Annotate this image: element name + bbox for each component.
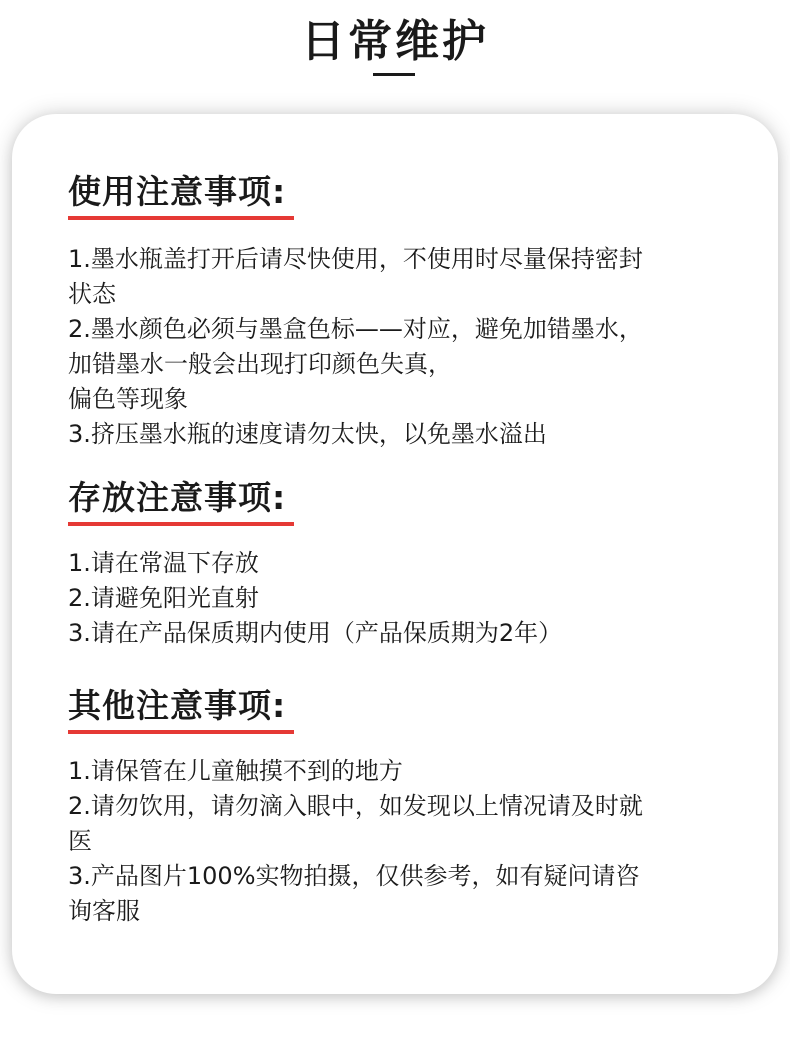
list-item: 3.请在产品保质期内使用（产品保质期为2年） xyxy=(68,619,563,647)
list-item: 加错墨水一般会出现打印颜色失真， xyxy=(68,350,452,378)
list-item: 3.产品图片100%实物拍摄，仅供参考，如有疑问请咨 xyxy=(68,862,640,890)
storage-notes-section xyxy=(68,476,748,651)
storage-notes-list xyxy=(68,546,748,651)
usage-notes-underline xyxy=(68,216,294,220)
storage-notes-underline xyxy=(68,522,294,526)
page-header xyxy=(0,0,790,95)
list-item: 1.墨水瓶盖打开后请尽快使用，不使用时尽量保持密封 xyxy=(68,245,643,273)
list-item: 状态 xyxy=(68,280,116,308)
list-item: 1.请在常温下存放 xyxy=(68,549,259,577)
list-item: 2.请避免阳光直射 xyxy=(68,584,259,612)
usage-notes-list xyxy=(68,242,748,452)
usage-notes-section xyxy=(68,170,748,452)
list-item: 询客服 xyxy=(68,897,140,925)
usage-notes-heading: 使用注意事项: xyxy=(68,172,287,211)
other-notes-section xyxy=(68,684,748,929)
other-notes-list xyxy=(68,754,748,929)
list-item: 偏色等现象 xyxy=(68,385,188,413)
title-underline xyxy=(373,73,415,76)
list-item: 医 xyxy=(68,827,92,855)
notice-card xyxy=(12,114,778,994)
other-notes-underline xyxy=(68,730,294,734)
other-notes-heading: 其他注意事项: xyxy=(68,686,287,725)
list-item: 2.请勿饮用，请勿滴入眼中，如发现以上情况请及时就 xyxy=(68,792,643,820)
list-item: 1.请保管在儿童触摸不到的地方 xyxy=(68,757,403,785)
list-item: 3.挤压墨水瓶的速度请勿太快，以免墨水溢出 xyxy=(68,420,547,448)
page-title: 日常维护 xyxy=(301,16,489,67)
list-item: 2.墨水颜色必须与墨盒色标——对应，避免加错墨水， xyxy=(68,315,643,343)
storage-notes-heading: 存放注意事项: xyxy=(68,478,287,517)
